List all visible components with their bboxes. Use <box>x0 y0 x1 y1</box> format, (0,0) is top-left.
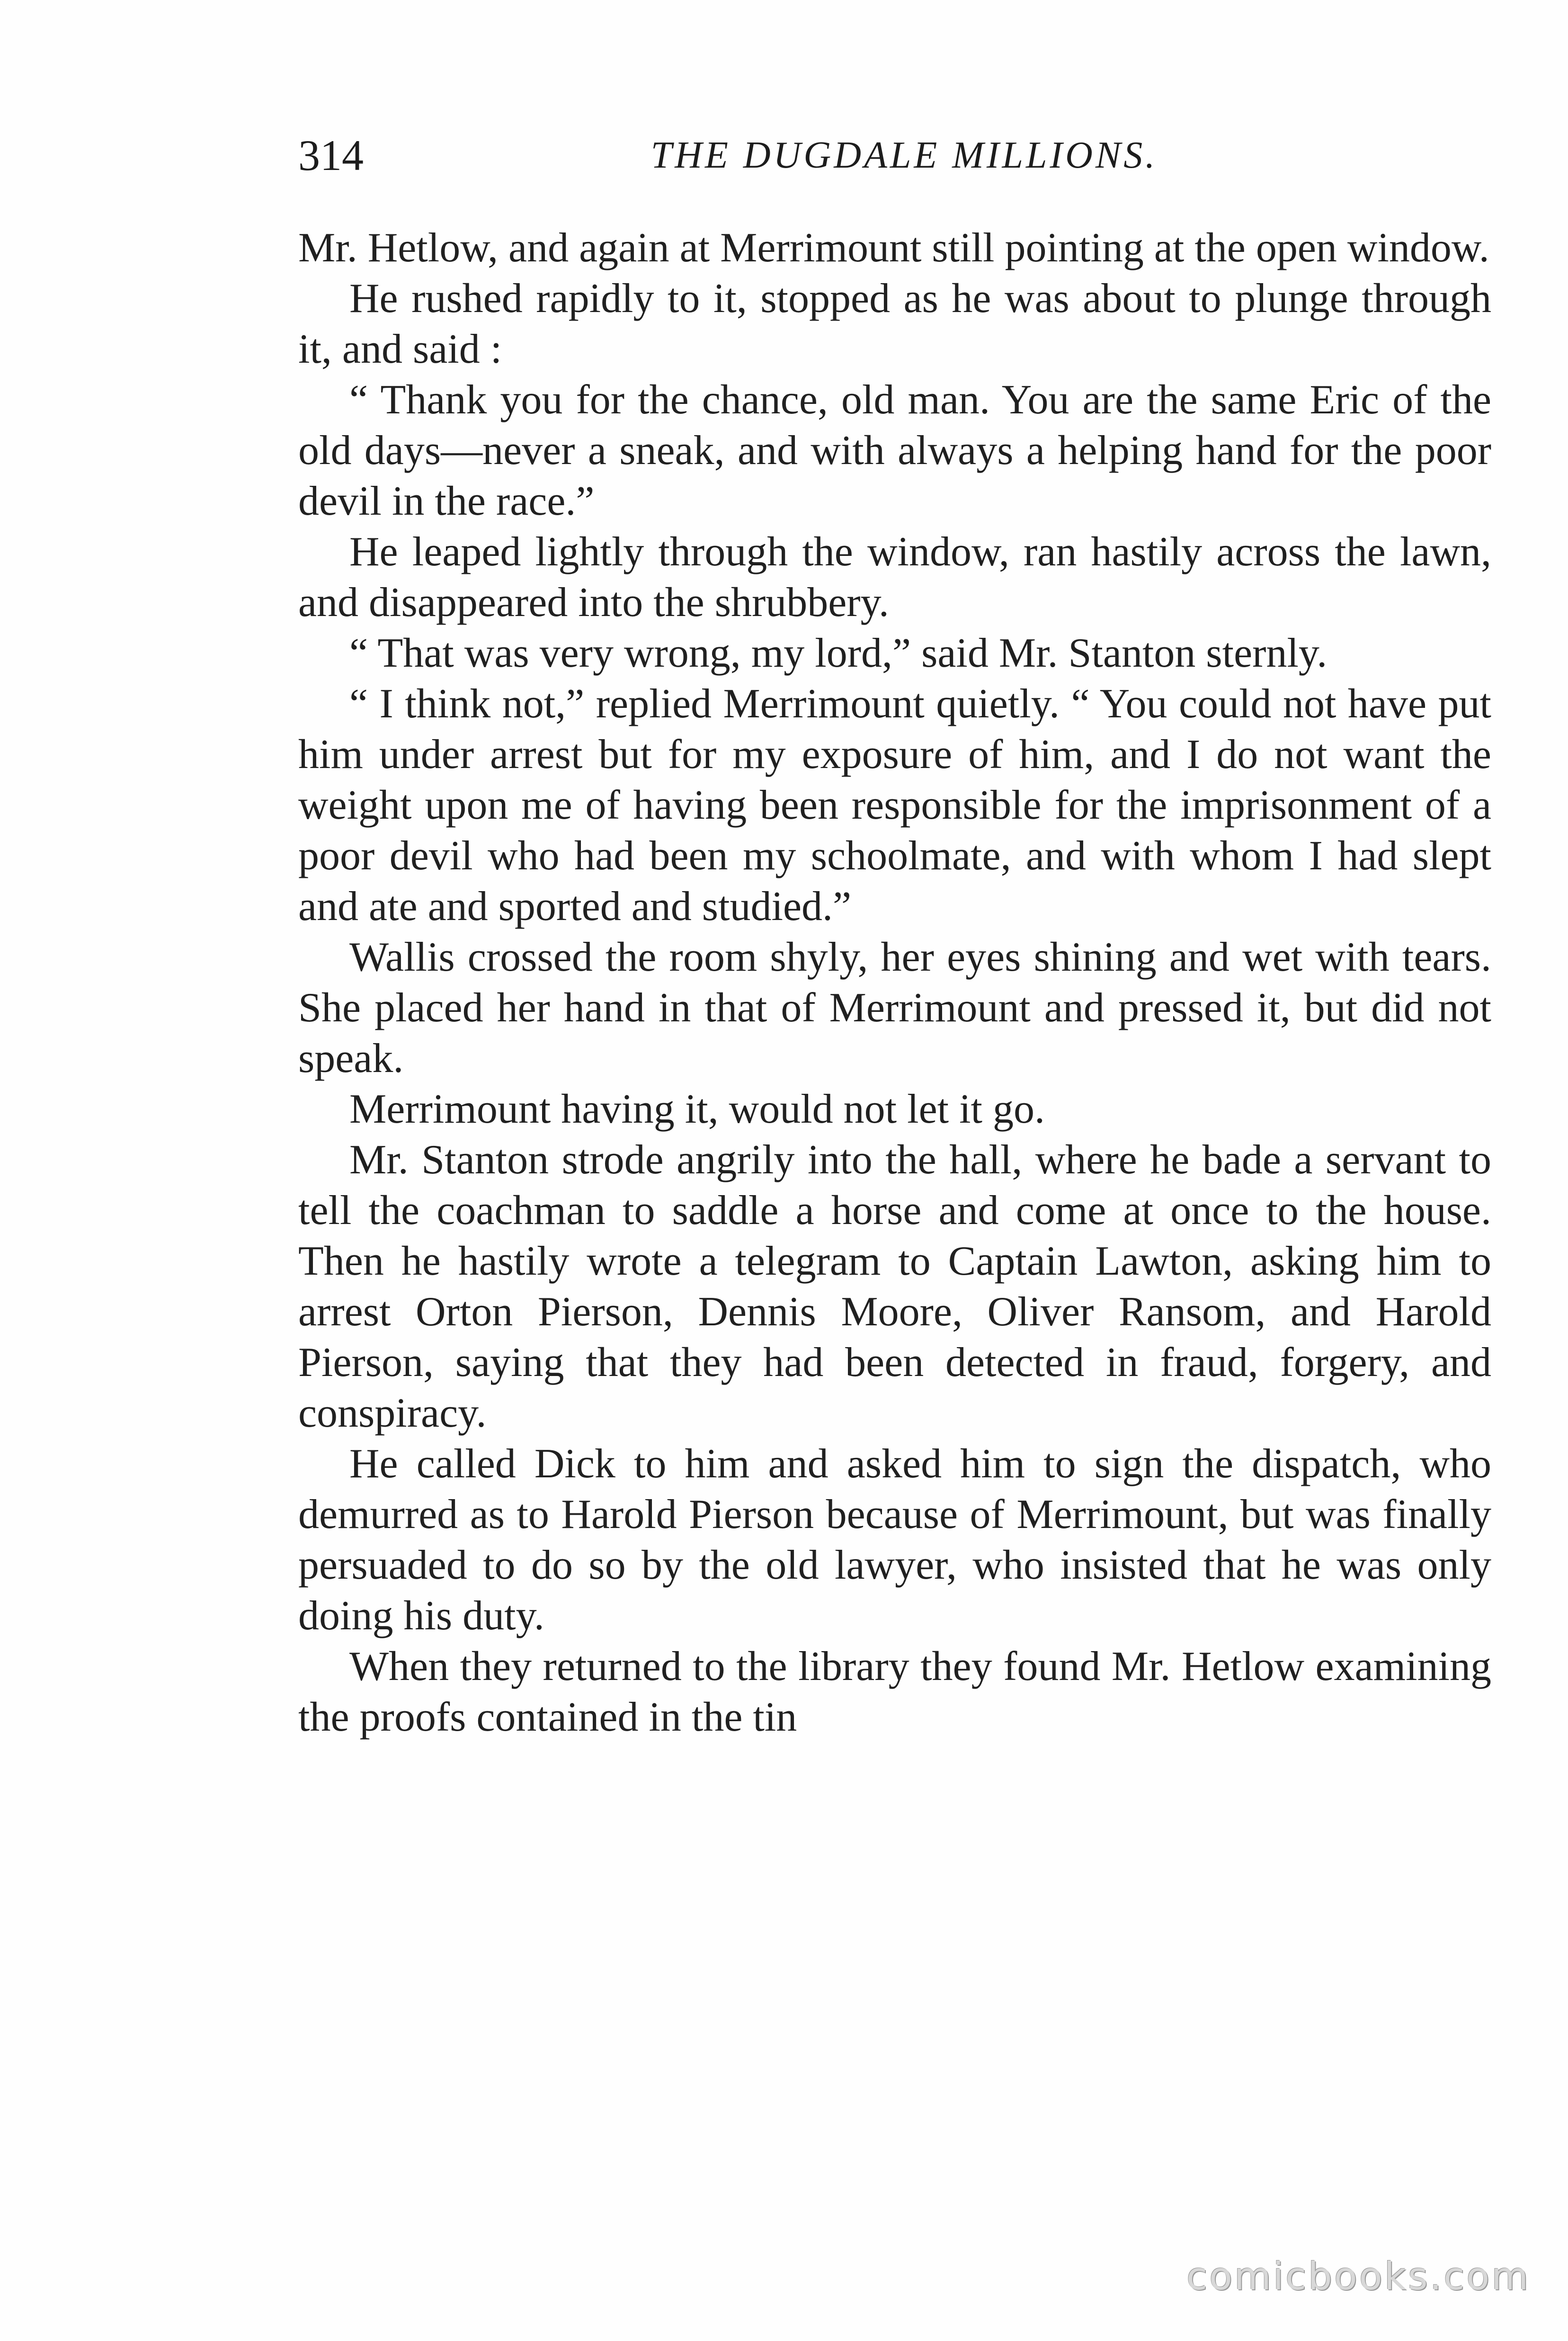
body-text <box>298 223 1491 1742</box>
paragraph: He called Dick to him and asked him to sign the dispatch, who demurred as to Harold Pierson because of Merrimount, but was finally persuaded to do so by the old lawyer, who insisted that he was only doing his duty. <box>298 1441 1491 1639</box>
paragraph: “ I think not,” replied Merrimount quietly. “ You could not have put him under arrest but for my exposure of him, and I do not want the weight upon me of having been responsible for the imprisonment of a poor devil who had been my schoolmate, and with whom I had slept and ate and sported and studied.” <box>298 681 1491 929</box>
paragraph: Mr. Hetlow, and again at Merrimount still pointing at the open window. <box>298 225 1489 271</box>
paragraph: Wallis crossed the room shyly, her eyes shining and wet with tears. She placed her hand in that of Merrimount and pressed it, but did not speak. <box>298 934 1491 1081</box>
paragraph: When they returned to the library they found Mr. Hetlow examining the proofs contained in the tin <box>298 1644 1491 1740</box>
site-watermark: comicbooks.com <box>1186 2254 1530 2298</box>
paragraph: Merrimount having it, would not let it go. <box>349 1086 1045 1132</box>
page-header <box>298 127 1491 184</box>
paragraph: “ That was very wrong, my lord,” said Mr. Stanton sternly. <box>349 630 1327 676</box>
page-number: 314 <box>298 131 364 179</box>
paragraph: “ Thank you for the chance, old man. You are the same Eric of the old days—never a sneak, and with always a helping hand for the poor devil in the race.” <box>298 377 1491 524</box>
paragraph: He leaped lightly through the window, ran hastily across the lawn, and disappeared into the shrubbery. <box>298 529 1491 625</box>
paragraph: Mr. Stanton strode angrily into the hall, where he bade a servant to tell the coachman to saddle a horse and come at once to the house. Then he hastily wrote a telegram to Captain Lawton, asking him to arrest Orton Pierson, Dennis Moore, Oliver Ransom, and Harold Pierson, saying that they had been detected in fraud, forgery, and conspiracy. <box>298 1137 1491 1436</box>
running-head: THE DUGDALE MILLIONS. <box>650 134 1158 176</box>
paragraph: He rushed rapidly to it, stopped as he was about to plunge through it, and said : <box>298 276 1491 372</box>
